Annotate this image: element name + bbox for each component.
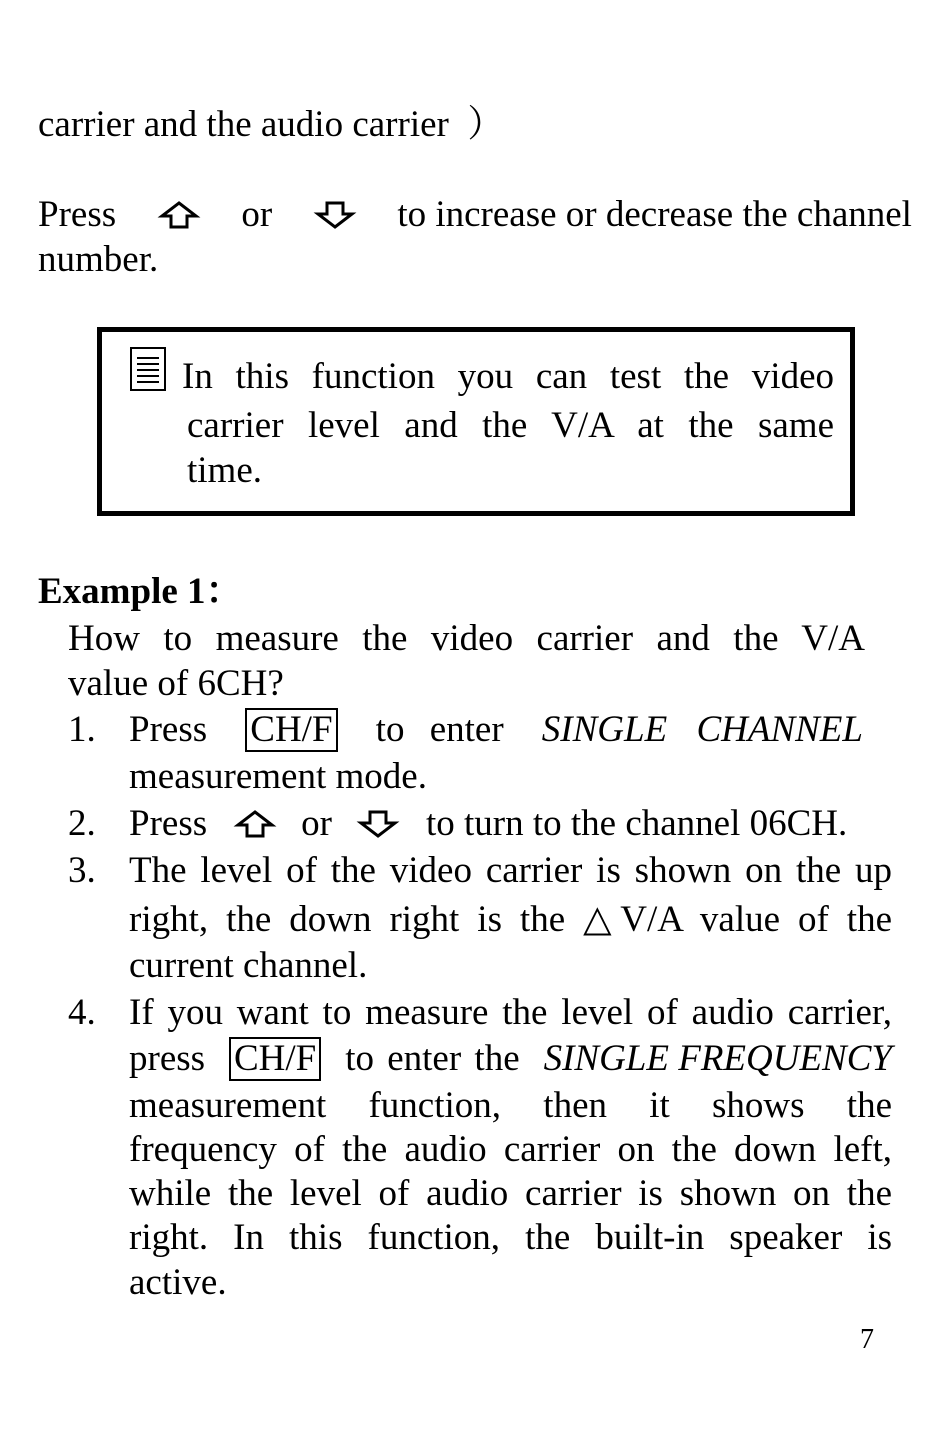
step-3-line-2: right, the down right is the △V/A value of the [129,899,892,940]
step-1-to-enter: to enter [375,709,504,750]
step-3-number: 3. [68,850,96,891]
step-2-press: Press [129,803,208,844]
note-line-1 [182,355,834,399]
step-4-mode: SINGLE FREQUENCY [543,1038,892,1079]
step-1-number: 1. [68,709,96,750]
step-1-line-2: measurement mode. [129,756,427,797]
step-3-line-1: The level of the video carrier is shown on the up [129,850,892,891]
step-1-mode: SINGLE CHANNEL [541,709,863,750]
or-text: or [241,194,273,235]
step-4-line-7: active. [129,1262,227,1303]
note-line-1-text: In this function you can test the video [182,356,834,397]
page-number: 7 [860,1324,874,1355]
note-icon [129,346,167,397]
note-line-3: time. [187,450,263,491]
step-4-line-5: while the level of audio carrier is shown on the [129,1173,892,1214]
step-4-press: press [129,1038,206,1079]
ch-f-key: CH/F [229,1037,321,1081]
step-4-line-6: right. In this function, the built-in speaker is [129,1217,892,1258]
example-question-line-1: How to measure the video carrier and the V/A [68,618,865,659]
step-4-line-2 [129,1037,892,1081]
intro-line-1: carrier and the audio carrier ） [38,104,505,145]
example-heading: Example 1： [38,571,243,612]
step-4-line-4: frequency of the audio carrier on the down left, [129,1129,892,1170]
press-text: Press [38,194,117,235]
up-arrow-icon [155,200,203,230]
step-4-line-1: If you want to measure the level of audio carrier, [129,992,892,1033]
step-2-line-1 [129,802,847,846]
down-arrow-icon [354,809,402,839]
intro-rest-text: to increase or decrease the channel [397,194,912,235]
note-line-2: carrier level and the V/A at the same [187,405,834,446]
step-4-line-3: measurement function, then it shows the [129,1085,892,1126]
intro-line-2 [38,193,912,237]
example-question-line-2: value of 6CH? [68,663,284,704]
ch-f-key: CH/F [245,708,337,752]
step-1-line-1 [129,708,863,752]
step-4-to-enter: to enter the [345,1038,520,1079]
intro-line-3: number. [38,239,159,280]
step-2-number: 2. [68,803,96,844]
up-arrow-icon [231,809,279,839]
step-1-press: Press [129,709,208,750]
step-3-line-3: current channel. [129,945,368,986]
step-2-rest: to turn to the channel 06CH. [425,803,848,844]
step-4-number: 4. [68,992,96,1033]
step-2-or: or [301,803,332,844]
down-arrow-icon [311,200,359,230]
